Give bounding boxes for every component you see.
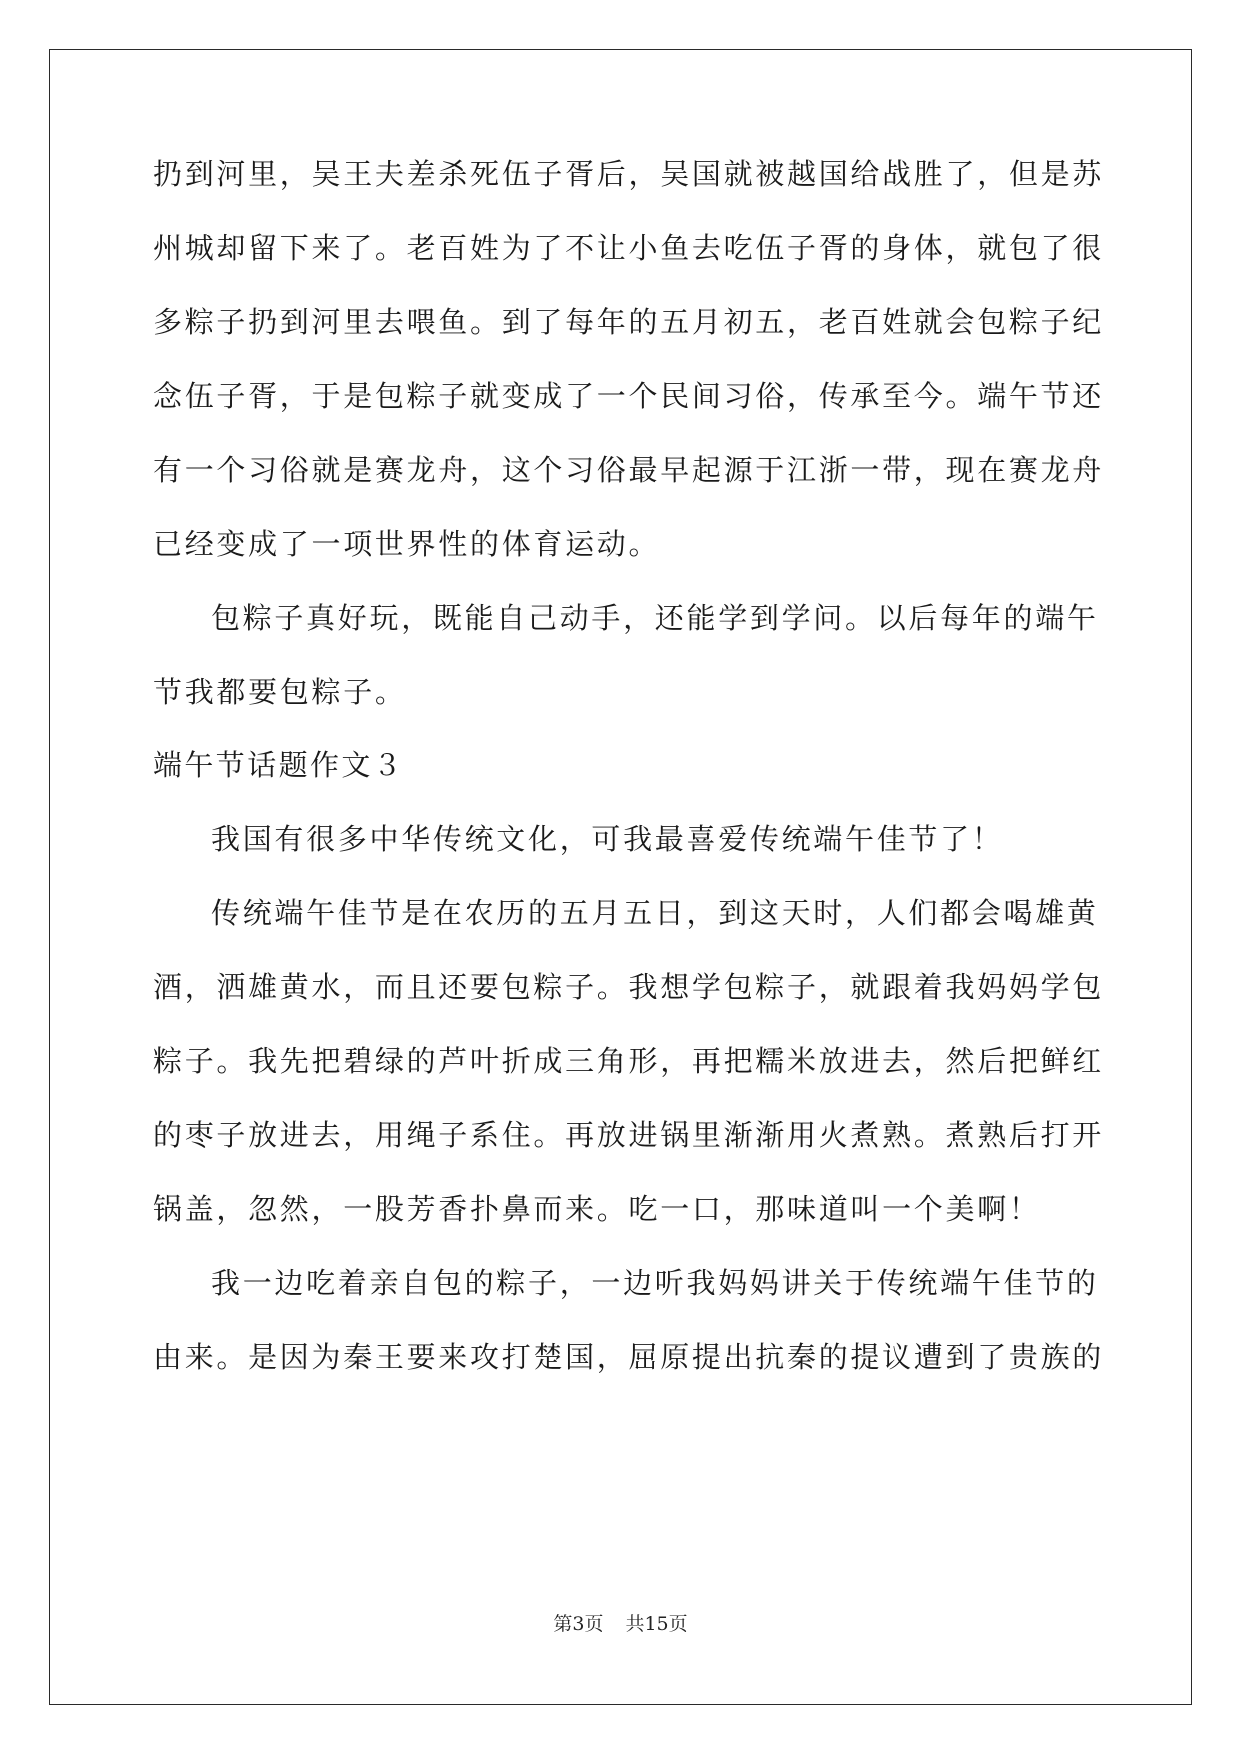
text-line: 节我都要包粽子。 [153,675,407,709]
paragraph-first-line: 我国有很多中华传统文化，可我最喜爱传统端午佳节了！ [211,822,1004,856]
page-border [49,49,1192,1705]
text-line: 已经变成了一项世界性的体育运动。 [153,527,661,561]
text-line: 州城却留下来了。老百姓为了不让小鱼去吃伍子胥的身体，就包了很 [153,231,1105,265]
page-total: 共15页 [625,1613,688,1635]
page-number: 第3页 [553,1613,604,1635]
paragraph-first-line: 我一边吃着亲自包的粽子，一边听我妈妈讲关于传统端午佳节的 [211,1266,1099,1300]
text-line: 扔到河里，吴王夫差杀死伍子胥后，吴国就被越国给战胜了，但是苏 [153,157,1105,191]
paragraph-first-line: 包粽子真好玩，既能自己动手，还能学到学问。以后每年的端午 [211,601,1099,635]
text-line: 由来。是因为秦王要来攻打楚国，屈原提出抗秦的提议遭到了贵族的 [153,1340,1105,1374]
text-line: 粽子。我先把碧绿的芦叶折成三角形，再把糯米放进去，然后把鲜红 [153,1044,1105,1078]
paragraph-first-line: 传统端午佳节是在农历的五月五日，到这天时，人们都会喝雄黄 [211,896,1099,930]
page-footer [0,1612,1241,1636]
text-line: 念伍子胥，于是包粽子就变成了一个民间习俗，传承至今。端午节还 [153,379,1105,413]
text-line: 的枣子放进去，用绳子系住。再放进锅里渐渐用火煮熟。煮熟后打开 [153,1118,1105,1152]
text-line: 酒，洒雄黄水，而且还要包粽子。我想学包粽子，就跟着我妈妈学包 [153,970,1105,1004]
text-line: 有一个习俗就是赛龙舟，这个习俗最早起源于江浙一带，现在赛龙舟 [153,453,1105,487]
text-line: 多粽子扔到河里去喂鱼。到了每年的五月初五，老百姓就会包粽子纪 [153,305,1105,339]
text-line: 锅盖，忽然，一股芳香扑鼻而来。吃一口，那味道叫一个美啊！ [153,1192,1041,1226]
section-heading: 端午节话题作文３ [153,748,405,782]
